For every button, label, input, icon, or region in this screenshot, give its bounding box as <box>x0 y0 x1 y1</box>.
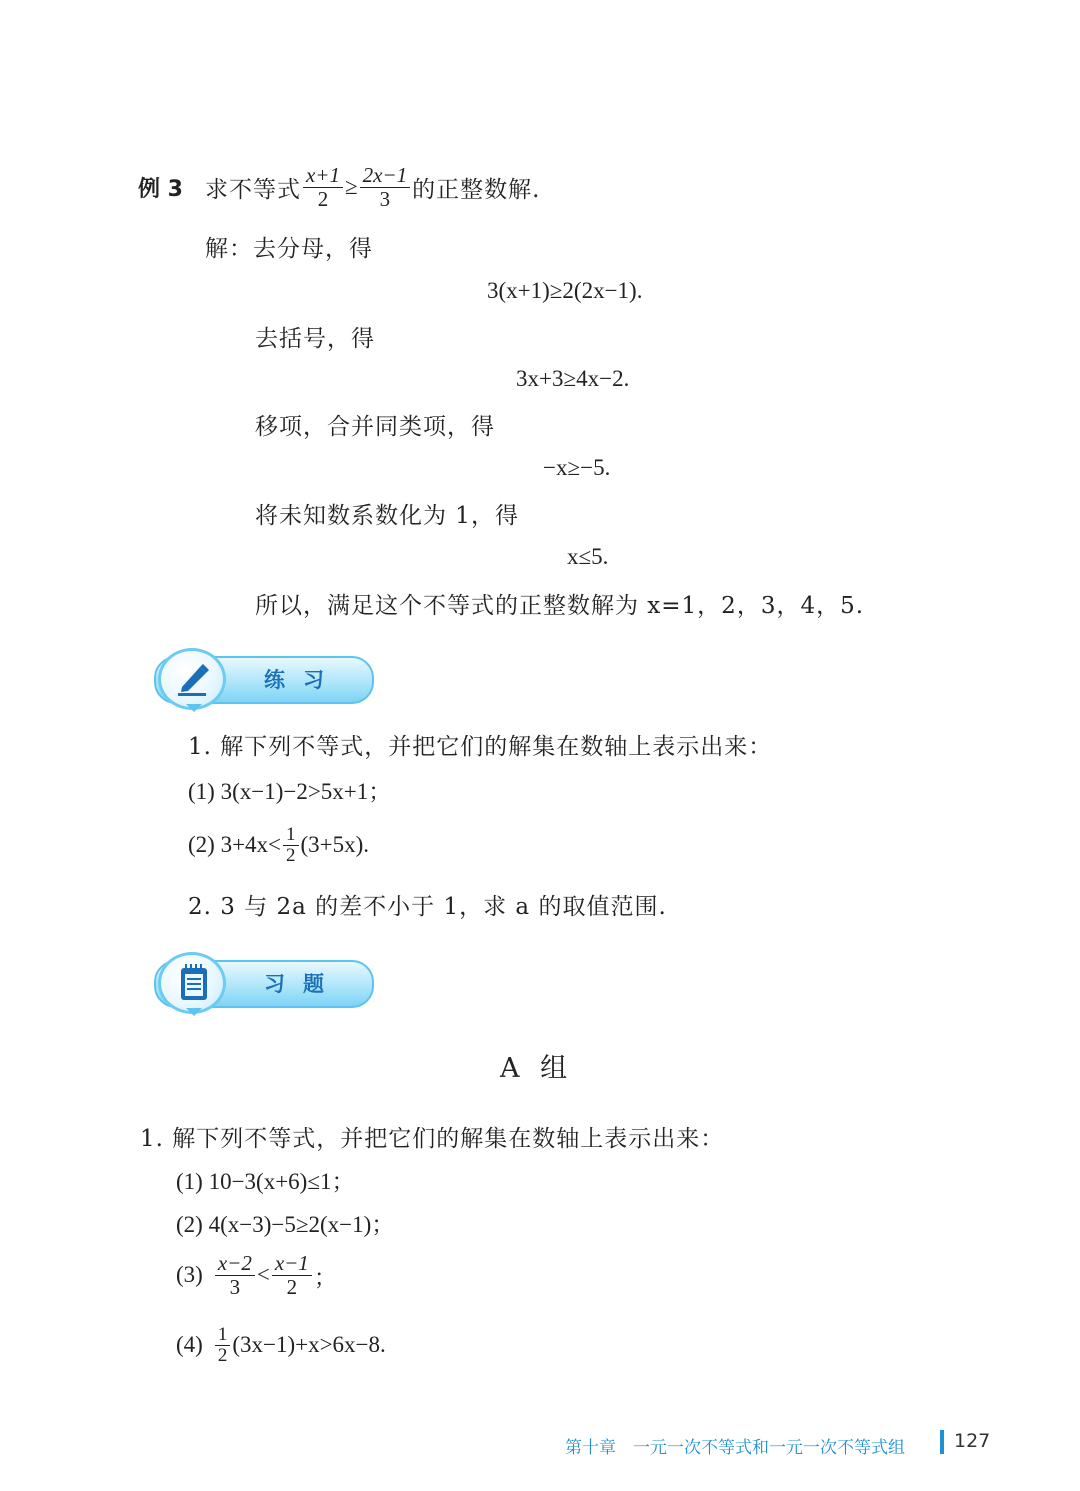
fraction-numerator: x−2 <box>215 1252 255 1275</box>
fraction-denominator: 3 <box>379 186 391 211</box>
question-prefix: 求不等式 <box>204 176 301 203</box>
example-question <box>138 160 540 214</box>
fraction-numerator: 2x−1 <box>360 164 411 187</box>
expression-prefix: (2) 3+4x< <box>188 832 282 857</box>
fraction-numerator: 1 <box>283 825 299 846</box>
exercise-question-1-2: (2) 4(x−3)−5≥2(x−1)； <box>176 1212 395 1237</box>
solution-equation-1: 3(x+1)≥2(2x−1). <box>487 278 643 303</box>
solution-equation-4: x≤5. <box>567 544 609 569</box>
expression-suffix: (3+5x). <box>300 832 370 857</box>
solution-step-3: 移项，合并同类项，得 <box>255 414 495 440</box>
group-heading: A 组 <box>500 1053 574 1084</box>
item-label: (4) <box>176 1332 203 1357</box>
exercise-question-1: 1. 解下列不等式，并把它们的解集在数轴上表示出来： <box>140 1126 725 1152</box>
solution-step-1: 解：去分母，得 <box>205 236 373 262</box>
solution-step-2: 去括号，得 <box>255 326 375 352</box>
question-suffix: 的正整数解. <box>412 176 541 203</box>
solution-conclusion: 所以，满足这个不等式的正整数解为 x=1，2，3，4，5. <box>255 593 865 619</box>
fraction-denominator: 2 <box>317 186 329 211</box>
pencil-icon <box>174 661 212 697</box>
fraction-numerator: 1 <box>215 1325 231 1346</box>
practice-banner <box>136 648 372 710</box>
banner-arrow-icon <box>186 704 202 712</box>
practice-question-1-1: (1) 3(x−1)−2>5x+1； <box>188 779 392 804</box>
fraction-denominator: 2 <box>286 1274 298 1299</box>
fraction-denominator: 2 <box>286 844 296 866</box>
exercise-question-1-1: (1) 10−3(x+6)≤1； <box>176 1169 355 1194</box>
line-end: ； <box>313 1264 337 1290</box>
example-label: 例 3 <box>138 176 183 202</box>
question-fraction-right <box>360 164 411 209</box>
expression-rest: (3x−1)+x>6x−8. <box>232 1332 386 1357</box>
footer-divider <box>940 1430 944 1454</box>
chapter-title: 第十章 一元一次不等式和一元一次不等式组 <box>565 1438 905 1458</box>
fraction-right <box>272 1252 312 1297</box>
page-number: 127 <box>954 1430 991 1452</box>
fraction-denominator: 3 <box>229 1274 241 1299</box>
half-fraction <box>283 825 299 866</box>
practice-question-1-2 <box>188 818 369 872</box>
practice-question-1: 1. 解下列不等式，并把它们的解集在数轴上表示出来： <box>188 734 773 760</box>
item-label: (3) <box>176 1262 203 1287</box>
solution-step-4: 将未知数系数化为 1，得 <box>255 503 519 529</box>
notepad-icon <box>178 962 210 1002</box>
relation-symbol: ≥ <box>344 174 358 199</box>
question-fraction-left <box>303 164 343 209</box>
exercise-question-1-4 <box>176 1318 386 1372</box>
fraction-denominator: 2 <box>217 1344 228 1366</box>
practice-title: 练习 <box>264 668 342 692</box>
exercises-banner <box>136 952 372 1014</box>
relation-symbol: < <box>256 1262 270 1287</box>
solution-equation-2: 3x+3≥4x−2. <box>516 366 630 391</box>
banner-arrow-icon <box>186 1008 202 1016</box>
practice-question-2: 2. 3 与 2a 的差不小于 1，求 a 的取值范围. <box>188 894 667 920</box>
exercise-question-1-3 <box>176 1248 337 1302</box>
half-fraction <box>215 1325 231 1366</box>
fraction-numerator: x+1 <box>303 164 343 187</box>
exercises-title: 习题 <box>264 972 342 996</box>
solution-equation-3: −x≥−5. <box>543 455 611 480</box>
fraction-numerator: x−1 <box>272 1252 312 1275</box>
fraction-left <box>215 1252 255 1297</box>
